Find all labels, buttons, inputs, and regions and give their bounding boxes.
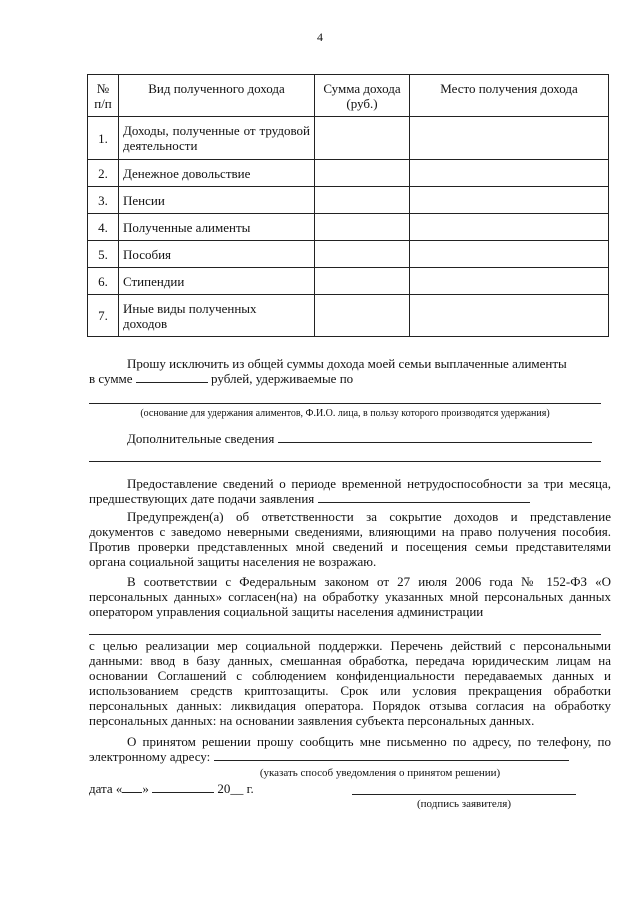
alimony-section bbox=[89, 356, 611, 386]
additional-field-2[interactable] bbox=[89, 461, 601, 462]
row-type: Доходы, полученные от трудовой деятельности bbox=[119, 117, 315, 160]
date-year: 20__ г. bbox=[217, 781, 254, 796]
table-row bbox=[88, 214, 609, 241]
row-type: Полученные алименты bbox=[119, 214, 315, 241]
row-num: 6. bbox=[88, 268, 119, 295]
administration-field[interactable] bbox=[89, 634, 601, 635]
header-num: № п/п bbox=[88, 75, 119, 117]
signature-caption: (подпись заявителя) bbox=[416, 798, 512, 810]
row-sum-cell[interactable] bbox=[315, 241, 410, 268]
header-type: Вид полученного дохода bbox=[119, 75, 315, 117]
table-row bbox=[88, 187, 609, 214]
income-table bbox=[87, 74, 609, 337]
alimony-amount-suffix: рублей, удерживаемые по bbox=[211, 371, 354, 386]
row-type: Иные виды полученных доходов bbox=[119, 295, 315, 337]
alimony-amount-line bbox=[89, 371, 611, 386]
consent-text: В соответствии с Федеральным законом от 27 июля 2006 года № 152-ФЗ «О персональных данных» согласен(на) на обработку указанных мной персональных данных оператором управления социальной защиты населения администрации bbox=[89, 574, 611, 619]
row-num: 4. bbox=[88, 214, 119, 241]
alimony-caption: (основание для удержания алиментов, Ф.И.О. лица, в пользу которого производятся удержания) bbox=[140, 408, 550, 419]
alimony-basis-field[interactable] bbox=[89, 403, 601, 404]
warning-text: Предупрежден(а) об ответственности за сокрытие доходов и представление документов с заведомо неверными сведениями, влияющими на право получения пособия. Против проверки представленных мной сведений и посещения семьи представителями органа социальной защиты населения не возражаю. bbox=[89, 509, 611, 569]
sick-leave-field[interactable] bbox=[318, 502, 530, 503]
notify-label: О принятом решении прошу сообщить мне письменно по адресу, по телефону, по электронному адресу: bbox=[89, 734, 611, 764]
date-month-field[interactable] bbox=[152, 792, 214, 793]
notify-caption: (указать способ уведомления о принятом решении) bbox=[259, 767, 501, 779]
row-place-cell[interactable] bbox=[410, 295, 609, 337]
row-num: 5. bbox=[88, 241, 119, 268]
date-mid: » bbox=[142, 781, 149, 796]
row-sum-cell[interactable] bbox=[315, 268, 410, 295]
row-sum-cell[interactable] bbox=[315, 160, 410, 187]
table-row bbox=[88, 295, 609, 337]
sick-leave-label: Предоставление сведений о периоде временной нетрудоспособности за три месяца, предшествующих дате подачи заявления bbox=[89, 476, 611, 506]
row-place-cell[interactable] bbox=[410, 160, 609, 187]
row-place-cell[interactable] bbox=[410, 268, 609, 295]
consent-continuation: с целью реализации мер социальной поддержки. Перечень действий с персональными данными: ввод в базу данных, смешанная обработка, передача юридическим лицам на основании Соглашений с соблюдением конфиденциальности передаваемых данных и использованием средств криптозащиты. Срок или условия прекращения обработки персональных данных: ликвидация оператора. Порядок отзыва согласия на обработку персональных данных: на основании заявления субъекта персональных данных. bbox=[89, 638, 611, 728]
table-row bbox=[88, 160, 609, 187]
table-row bbox=[88, 117, 609, 160]
row-sum-cell[interactable] bbox=[315, 117, 410, 160]
row-num: 7. bbox=[88, 295, 119, 337]
alimony-amount-field[interactable] bbox=[136, 382, 208, 383]
date-day-field[interactable] bbox=[122, 792, 142, 793]
row-type: Денежное довольствие bbox=[119, 160, 315, 187]
additional-label: Дополнительные сведения bbox=[127, 431, 275, 446]
row-place-cell[interactable] bbox=[410, 117, 609, 160]
row-num: 3. bbox=[88, 187, 119, 214]
row-type: Пособия bbox=[119, 241, 315, 268]
row-type: Пенсии bbox=[119, 187, 315, 214]
sick-leave-section bbox=[89, 476, 611, 506]
table-row bbox=[88, 241, 609, 268]
date-prefix: дата « bbox=[89, 781, 123, 796]
row-type: Стипендии bbox=[119, 268, 315, 295]
sick-leave-text bbox=[89, 476, 611, 506]
row-sum-cell[interactable] bbox=[315, 187, 410, 214]
row-place-cell[interactable] bbox=[410, 241, 609, 268]
row-sum-cell[interactable] bbox=[315, 295, 410, 337]
header-sum: Сумма дохода (руб.) bbox=[315, 75, 410, 117]
row-num: 2. bbox=[88, 160, 119, 187]
row-num: 1. bbox=[88, 117, 119, 160]
additional-line bbox=[89, 431, 611, 446]
row-sum-cell[interactable] bbox=[315, 214, 410, 241]
additional-field[interactable] bbox=[278, 442, 592, 443]
row-place-cell[interactable] bbox=[410, 187, 609, 214]
additional-section bbox=[89, 431, 611, 446]
alimony-text: Прошу исключить из общей суммы дохода моей семьи выплаченные алименты bbox=[127, 356, 567, 371]
header-place: Место получения дохода bbox=[410, 75, 609, 117]
notify-text bbox=[89, 734, 611, 764]
signature-field[interactable] bbox=[352, 794, 576, 795]
page-number: 4 bbox=[317, 30, 323, 44]
notify-section bbox=[89, 734, 611, 764]
notify-field[interactable] bbox=[214, 760, 569, 761]
table-row bbox=[88, 268, 609, 295]
alimony-amount-prefix: в сумме bbox=[89, 371, 133, 386]
table-header-row bbox=[88, 75, 609, 117]
row-place-cell[interactable] bbox=[410, 214, 609, 241]
